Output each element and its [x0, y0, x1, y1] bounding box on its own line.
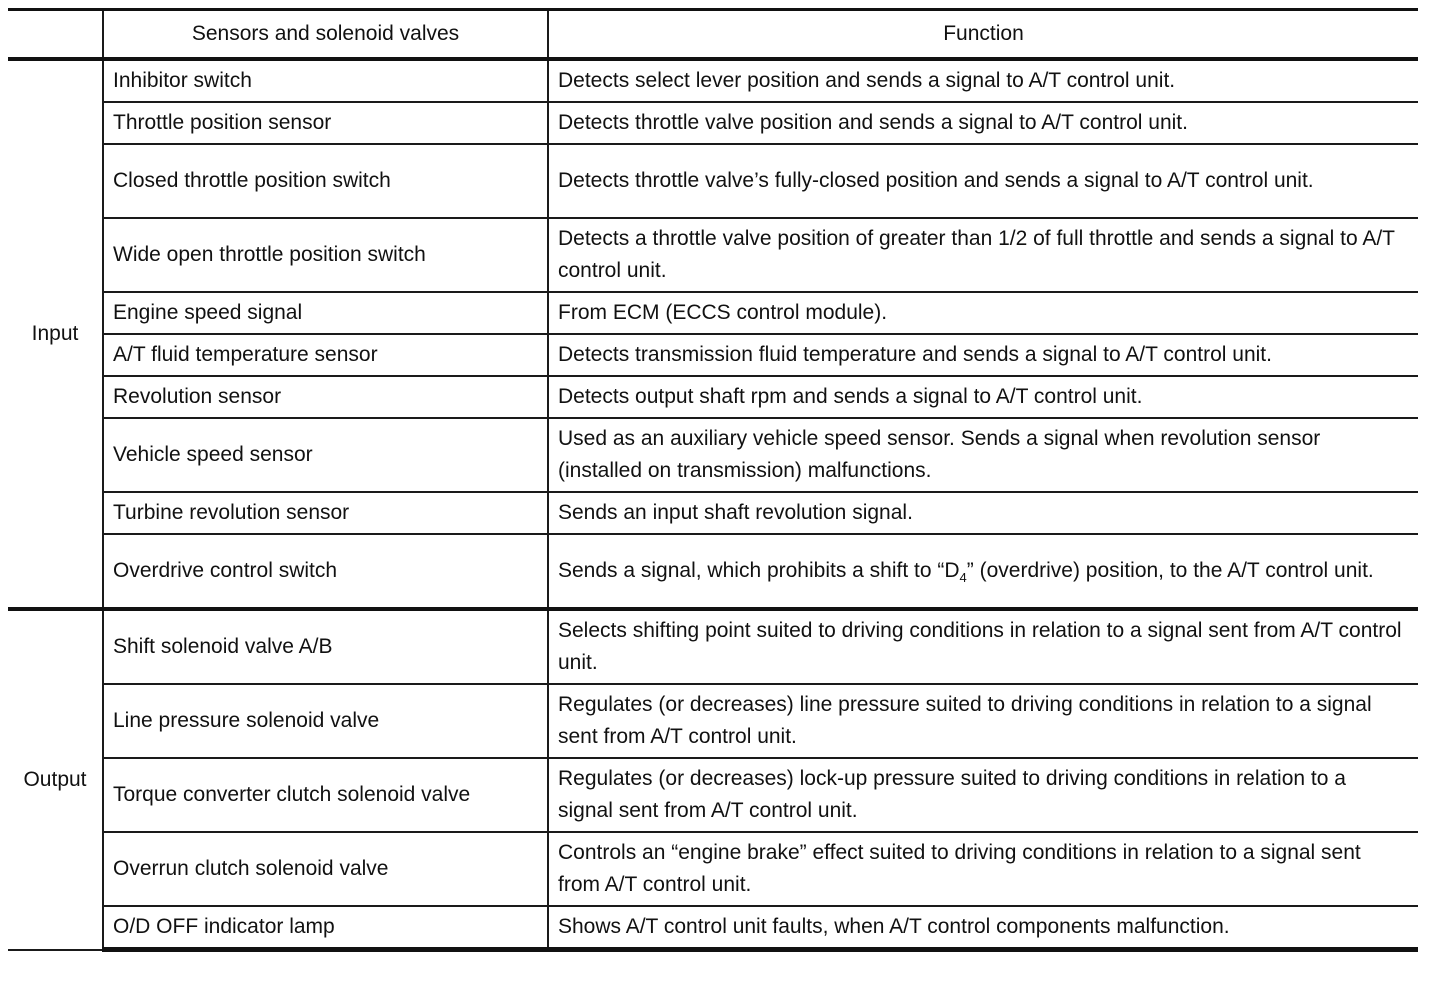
table-row [8, 418, 1418, 492]
table-row [8, 144, 1418, 218]
component-name: Inhibitor switch [103, 59, 548, 102]
group-input-label: Input [8, 59, 103, 609]
component-name: Engine speed signal [103, 292, 548, 334]
table-row [8, 218, 1418, 292]
table-row [8, 609, 1418, 684]
table-row [8, 492, 1418, 534]
components-table [8, 8, 1418, 952]
component-name: Line pressure solenoid valve [103, 684, 548, 758]
component-name: Wide open throttle position switch [103, 218, 548, 292]
component-function: Detects throttle valve’s fully-closed position and sends a signal to A/T control unit. [548, 144, 1418, 218]
function-text-end: ” (overdrive) position, to the A/T control unit. [966, 559, 1374, 582]
table-row [8, 292, 1418, 334]
component-name: Turbine revolution sensor [103, 492, 548, 534]
header-function: Function [548, 10, 1418, 60]
component-function: Detects throttle valve position and sends a signal to A/T control unit. [548, 102, 1418, 144]
component-name: O/D OFF indicator lamp [103, 906, 548, 950]
component-function: Detects transmission fluid temperature and sends a signal to A/T control unit. [548, 334, 1418, 376]
group-output-label: Output [8, 609, 103, 950]
component-function: From ECM (ECCS control module). [548, 292, 1418, 334]
component-function: Selects shifting point suited to driving conditions in relation to a signal sent from A/T control unit. [548, 609, 1418, 684]
component-function: Regulates (or decreases) line pressure suited to driving conditions in relation to a signal sent from A/T control unit. [548, 684, 1418, 758]
component-name: Torque converter clutch solenoid valve [103, 758, 548, 832]
header-row [8, 10, 1418, 60]
table-row [8, 534, 1418, 609]
component-name: Vehicle speed sensor [103, 418, 548, 492]
component-name: Closed throttle position switch [103, 144, 548, 218]
function-text-start: Sends a signal, which prohibits a shift to “D [558, 559, 960, 582]
component-name: A/T fluid temperature sensor [103, 334, 548, 376]
component-function: Detects a throttle valve position of greater than 1/2 of full throttle and sends a signal to A/T control unit. [548, 218, 1418, 292]
table-row [8, 832, 1418, 906]
component-function [548, 534, 1418, 609]
table-row [8, 758, 1418, 832]
table-row [8, 102, 1418, 144]
component-name: Overrun clutch solenoid valve [103, 832, 548, 906]
component-name: Overdrive control switch [103, 534, 548, 609]
component-function: Controls an “engine brake” effect suited to driving conditions in relation to a signal sent from A/T control unit. [548, 832, 1418, 906]
component-name: Throttle position sensor [103, 102, 548, 144]
component-function: Shows A/T control unit faults, when A/T control components malfunction. [548, 906, 1418, 950]
table-row [8, 376, 1418, 418]
table-row [8, 684, 1418, 758]
header-group-cell [8, 10, 103, 60]
table-row [8, 59, 1418, 102]
table-row [8, 334, 1418, 376]
component-function: Detects output shaft rpm and sends a signal to A/T control unit. [548, 376, 1418, 418]
component-function: Used as an auxiliary vehicle speed sensor. Sends a signal when revolution sensor (installed on transmission) malfunctions. [548, 418, 1418, 492]
component-name: Shift solenoid valve A/B [103, 609, 548, 684]
table-row [8, 906, 1418, 950]
header-component: Sensors and solenoid valves [103, 10, 548, 60]
component-function: Regulates (or decreases) lock-up pressure suited to driving conditions in relation to a signal sent from A/T control unit. [548, 758, 1418, 832]
position-subscript: 4 [959, 570, 967, 586]
component-function: Sends an input shaft revolution signal. [548, 492, 1418, 534]
component-name: Revolution sensor [103, 376, 548, 418]
component-function: Detects select lever position and sends a signal to A/T control unit. [548, 59, 1418, 102]
